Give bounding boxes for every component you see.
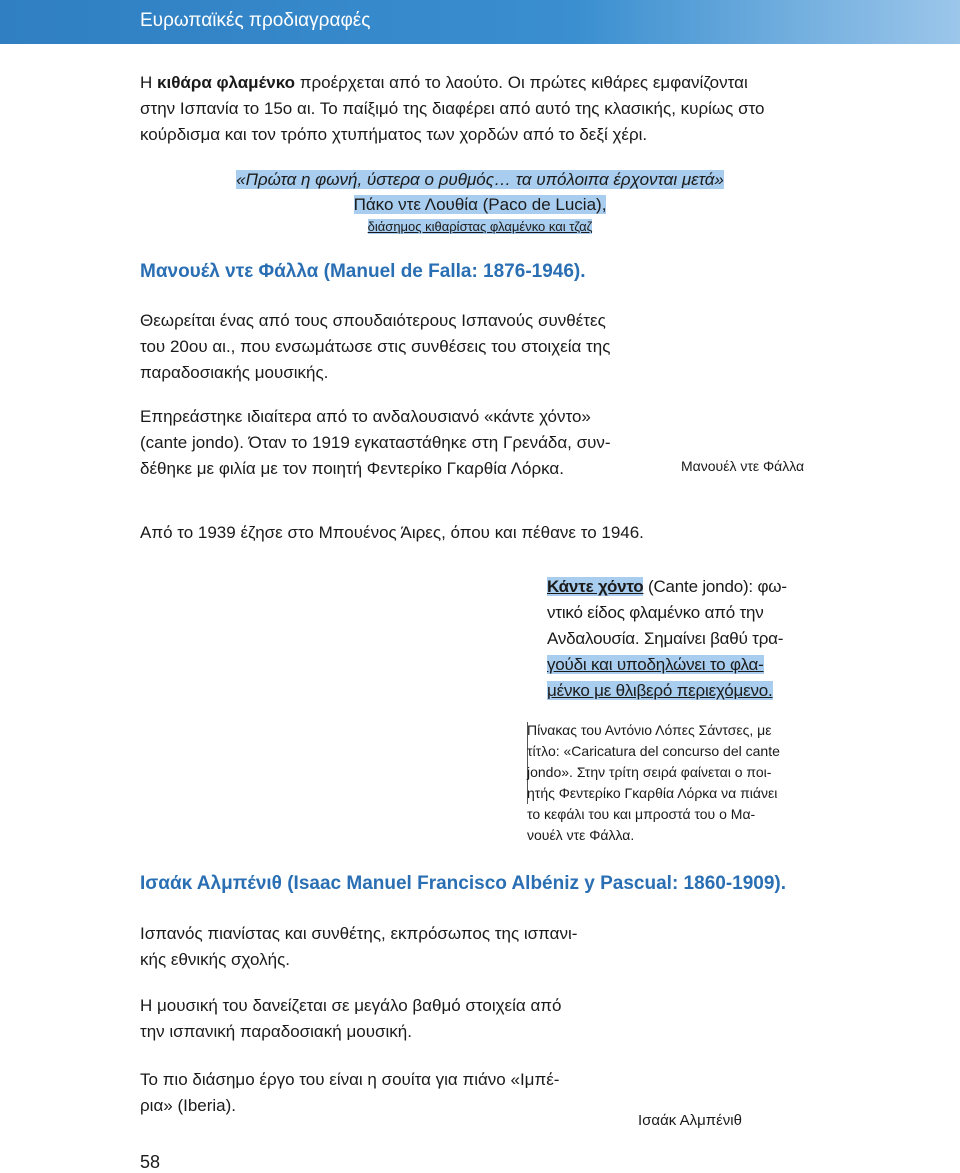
intro-line-2: στην Ισπανία το 15ο αι. Το παίξιμό της διαφέρει από αυτό της κλασικής, κυρίως στο bbox=[140, 99, 765, 118]
intro-line-3: κούρδισμα και τον τρόπο χτυπήματος των χορδών από το δεξί χέρι. bbox=[140, 125, 648, 144]
albeniz-image-caption: Ισαάκ Αλμπένιθ bbox=[638, 1112, 742, 1129]
albeniz-heading: Ισαάκ Αλμπένιθ (Isaac Manuel Francisco Albéniz y Pascual: 1860-1909). bbox=[140, 873, 787, 894]
painting-caption: Πίνακας του Αντόνιο Λόπες Σάντσες, με τίτλο: «Caricatura del concurso del cante jondo». Στην τρίτη σειρά φαίνεται ο ποι- ητής Φεντερίκο Γκαρθία Λόρκα να πιάνει το κεφάλι του και μπροστά του ο Μα- νουέλ ντε Φάλλα. bbox=[527, 722, 780, 843]
quote-author: Πάκο ντε Λουθία (Paco de Lucia), bbox=[353, 195, 607, 214]
albeniz-paragraph-2: Η μουσική του δανείζεται σε μεγάλο βαθμό στοιχεία από την ισπανική παραδοσιακή μουσική. bbox=[140, 996, 562, 1041]
intro-line-1: Η κιθάρα φλαμένκο προέρχεται από το λαούτο. Οι πρώτες κιθάρες εμφανίζονται bbox=[140, 73, 748, 92]
albeniz-paragraph-1: Ισπανός πιανίστας και συνθέτης, εκπρόσωπος της ισπανι- κής εθνικής σχολής. bbox=[140, 924, 578, 969]
falla-heading: Μανουέλ ντε Φάλλα (Manuel de Falla: 1876-1946). bbox=[140, 261, 586, 282]
falla-image-caption: Μανουέλ ντε Φάλλα bbox=[681, 458, 805, 474]
quote-text: «Πρώτα η φωνή, ύστερα ο ρυθμός… τα υπόλοιπα έρχονται μετά» bbox=[236, 170, 724, 189]
falla-paragraph-2: Επηρεάστηκε ιδιαίτερα από το ανδαλουσιανό «κάντε χόντο» (cante jondo). Όταν το 1919 εγκαταστάθηκε στη Γρενάδα, συν- δέθηκε με φιλία με τον ποιητή Φεντερίκο Γκαρθία Λόρκα. bbox=[140, 407, 611, 478]
falla-paragraph-3: Από το 1939 έζησε στο Μπουένος Άιρες, όπου και πέθανε το 1946. bbox=[140, 523, 644, 542]
intro-paragraph bbox=[140, 70, 840, 148]
cante-jondo-term: Κάντε χόντο bbox=[547, 577, 644, 596]
quote-description: διάσημος κιθαρίστας φλαμένκο και τζαζ bbox=[367, 219, 593, 234]
header-title: Ευρωπαϊκές προδιαγραφές bbox=[140, 10, 371, 31]
albeniz-paragraph-3: Το πιο διάσημο έργο του είναι η σουίτα για πιάνο «Ιμπέ- ρια» (Iberia). bbox=[140, 1070, 560, 1115]
intro-bold-term: κιθάρα φλαμένκο bbox=[157, 73, 296, 92]
header-bar bbox=[0, 0, 960, 44]
page-number: 58 bbox=[140, 1152, 161, 1172]
falla-paragraph-1: Θεωρείται ένας από τους σπουδαιότερους Ισπανούς συνθέτες του 20ου αι., που ενσωμάτωσε στις συνθέσεις του στοιχεία της παραδοσιακής μουσικής. bbox=[140, 311, 611, 382]
cante-jondo-box: Κάντε χόντο (Cante jondo): φω- ντικό είδος φλαμένκο από την Ανδαλουσία. Σημαίνει βαθύ τρα- γούδι και υποδηλώνει το φλα- μένκο με θλιβερό περιεχόμενο. bbox=[547, 577, 787, 700]
